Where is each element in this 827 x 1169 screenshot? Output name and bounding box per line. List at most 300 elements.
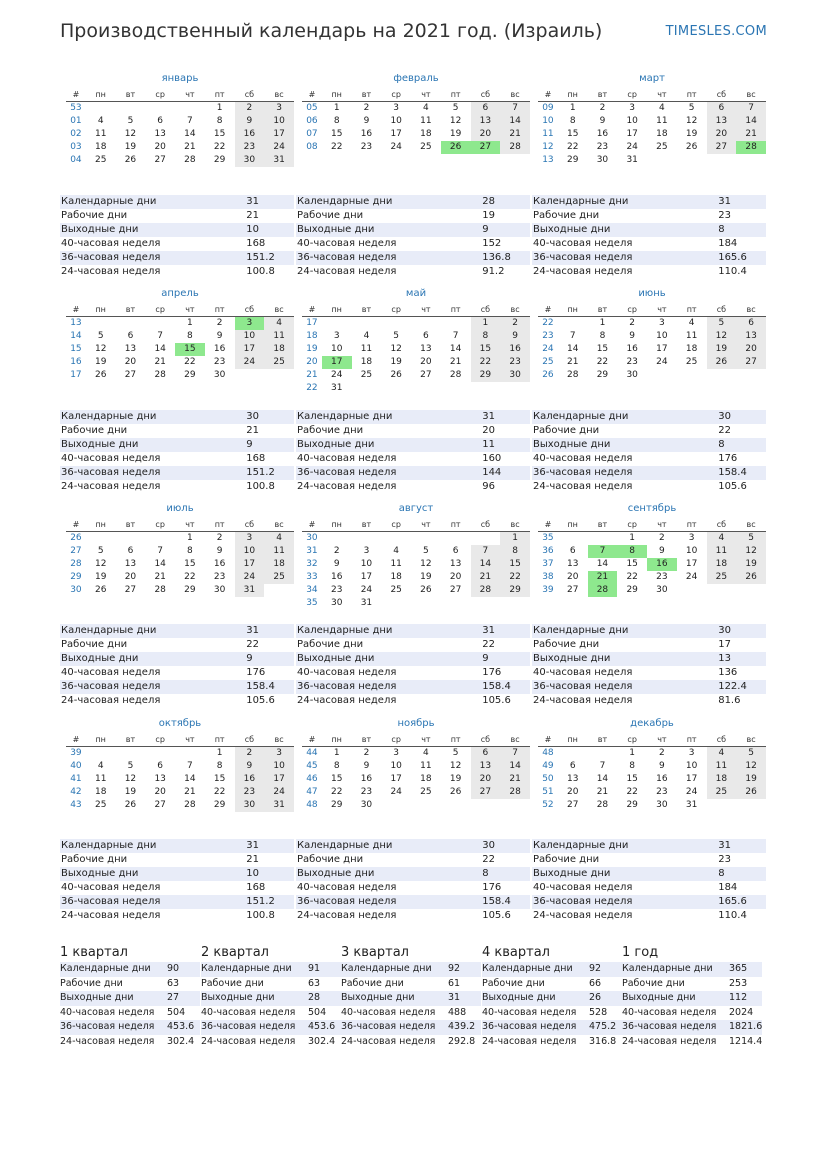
day-cell[interactable]: 2 — [333, 546, 340, 556]
weekend-cell[interactable]: 25 — [264, 356, 294, 369]
day-cell[interactable]: 22 — [330, 142, 343, 152]
day-cell[interactable]: 6 — [127, 331, 134, 341]
weekend-cell[interactable]: 10 — [235, 545, 265, 558]
day-cell[interactable]: 4 — [659, 103, 665, 113]
day-cell[interactable]: 5 — [127, 116, 134, 126]
day-cell[interactable]: 3 — [393, 103, 400, 113]
weekend-cell[interactable]: 20 — [707, 128, 737, 141]
day-cell[interactable]: 9 — [216, 546, 223, 556]
weekend-cell[interactable]: 27 — [736, 356, 766, 369]
day-cell[interactable]: 29 — [566, 155, 579, 165]
day-cell[interactable]: 13 — [124, 559, 137, 569]
weekend-cell[interactable]: 15 — [471, 343, 501, 356]
day-cell[interactable]: 13 — [154, 129, 166, 139]
day-cell[interactable]: 24 — [390, 787, 402, 797]
day-cell[interactable]: 17 — [685, 559, 698, 569]
day-cell[interactable]: 14 — [154, 344, 166, 354]
day-cell[interactable]: 10 — [685, 546, 698, 556]
day-cell[interactable]: 29 — [184, 370, 196, 380]
day-cell[interactable]: 17 — [685, 774, 698, 784]
day-cell[interactable]: 30 — [656, 800, 668, 810]
day-cell[interactable]: 24 — [360, 585, 373, 595]
day-cell[interactable]: 11 — [390, 559, 402, 569]
day-cell[interactable]: 22 — [184, 357, 196, 367]
day-cell[interactable]: 5 — [423, 546, 429, 556]
weekend-cell[interactable]: 7 — [471, 545, 501, 558]
day-cell[interactable]: 3 — [688, 533, 695, 543]
day-cell[interactable]: 5 — [688, 103, 695, 113]
weekend-cell[interactable]: 10 — [264, 760, 294, 773]
day-cell[interactable]: 9 — [599, 116, 606, 126]
day-cell[interactable]: 3 — [629, 103, 636, 113]
weekend-cell[interactable]: 17 — [235, 558, 265, 571]
weekend-cell[interactable]: 5 — [736, 747, 766, 760]
day-cell[interactable]: 7 — [157, 546, 164, 556]
day-cell[interactable]: 1 — [216, 748, 223, 758]
day-cell[interactable]: 12 — [685, 116, 698, 126]
day-cell[interactable]: 13 — [154, 774, 166, 784]
day-cell[interactable]: 19 — [124, 142, 137, 152]
weekend-cell[interactable]: 19 — [736, 773, 766, 786]
weekend-cell[interactable]: 11 — [707, 545, 737, 558]
day-cell[interactable]: 19 — [420, 572, 432, 582]
day-cell[interactable]: 23 — [656, 572, 668, 582]
weekend-cell[interactable]: 6 — [471, 102, 501, 115]
day-cell[interactable]: 27 — [566, 800, 579, 810]
weekend-cell[interactable]: 26 — [707, 356, 737, 369]
day-cell[interactable]: 15 — [184, 559, 196, 569]
day-cell[interactable]: 12 — [449, 116, 462, 126]
weekend-cell[interactable]: 14 — [500, 760, 530, 773]
day-cell[interactable]: 13 — [420, 344, 432, 354]
day-cell[interactable]: 18 — [420, 129, 432, 139]
weekend-cell[interactable]: 11 — [707, 760, 737, 773]
day-cell[interactable]: 30 — [360, 800, 373, 810]
day-cell[interactable]: 2 — [659, 533, 665, 543]
day-cell[interactable]: 10 — [390, 116, 402, 126]
day-cell[interactable]: 19 — [390, 357, 402, 367]
weekend-cell[interactable]: 7 — [736, 102, 766, 115]
day-cell[interactable]: 5 — [452, 103, 459, 113]
weekend-cell[interactable]: 11 — [264, 330, 294, 343]
day-cell[interactable]: 25 — [94, 155, 107, 165]
day-cell[interactable]: 21 — [154, 357, 166, 367]
day-cell[interactable]: 30 — [656, 585, 668, 595]
day-cell[interactable]: 1 — [333, 103, 340, 113]
day-cell[interactable]: 29 — [213, 800, 226, 810]
day-cell[interactable]: 8 — [569, 116, 576, 126]
day-cell[interactable]: 16 — [330, 572, 343, 582]
day-cell[interactable]: 1 — [187, 318, 193, 328]
day-cell[interactable]: 22 — [184, 572, 196, 582]
day-cell[interactable]: 19 — [94, 357, 107, 367]
day-cell[interactable]: 14 — [184, 129, 196, 139]
weekend-cell[interactable]: 14 — [500, 115, 530, 128]
day-cell[interactable]: 27 — [154, 155, 166, 165]
day-cell[interactable]: 18 — [94, 787, 107, 797]
day-cell[interactable]: 9 — [629, 331, 636, 341]
day-cell[interactable]: 18 — [94, 142, 107, 152]
weekend-cell[interactable]: 15 — [500, 558, 530, 571]
day-cell[interactable]: 10 — [330, 344, 343, 354]
day-cell[interactable]: 21 — [596, 787, 609, 797]
day-cell[interactable]: 17 — [390, 774, 402, 784]
day-cell[interactable]: 1 — [569, 103, 576, 113]
day-cell[interactable]: 18 — [420, 774, 432, 784]
day-cell[interactable]: 4 — [97, 116, 104, 126]
day-cell[interactable]: 27 — [124, 585, 137, 595]
weekend-cell[interactable]: 16 — [500, 343, 530, 356]
weekend-cell[interactable]: 30 — [235, 799, 265, 812]
weekend-cell[interactable]: 3 — [264, 747, 294, 760]
weekend-cell[interactable]: 28 — [471, 584, 501, 597]
day-cell[interactable]: 12 — [94, 559, 107, 569]
day-cell[interactable]: 8 — [187, 331, 193, 341]
weekend-cell[interactable]: 8 — [500, 545, 530, 558]
weekend-cell[interactable]: 28 — [500, 786, 530, 799]
day-cell[interactable]: 25 — [390, 585, 402, 595]
day-cell[interactable]: 7 — [157, 331, 164, 341]
day-cell[interactable]: 25 — [656, 142, 668, 152]
day-cell[interactable]: 18 — [685, 344, 698, 354]
day-cell[interactable]: 24 — [685, 787, 698, 797]
day-cell[interactable]: 15 — [626, 774, 638, 784]
day-cell[interactable]: 7 — [599, 761, 606, 771]
day-cell[interactable]: 4 — [393, 546, 400, 556]
weekend-cell[interactable]: 19 — [736, 558, 766, 571]
weekend-cell[interactable]: 18 — [264, 343, 294, 356]
holiday-cell[interactable]: 27 — [471, 141, 501, 154]
day-cell[interactable]: 1 — [599, 318, 606, 328]
weekend-cell[interactable]: 25 — [707, 571, 737, 584]
day-cell[interactable]: 11 — [94, 129, 107, 139]
weekend-cell[interactable]: 31 — [264, 799, 294, 812]
day-cell[interactable]: 26 — [94, 370, 107, 380]
day-cell[interactable]: 20 — [124, 572, 137, 582]
weekend-cell[interactable]: 17 — [235, 343, 265, 356]
day-cell[interactable]: 7 — [187, 761, 193, 771]
weekend-cell[interactable]: 13 — [471, 760, 501, 773]
day-cell[interactable]: 16 — [360, 129, 373, 139]
day-cell[interactable]: 15 — [596, 344, 609, 354]
day-cell[interactable]: 28 — [154, 585, 166, 595]
day-cell[interactable]: 9 — [659, 546, 665, 556]
weekend-cell[interactable]: 29 — [500, 584, 530, 597]
holiday-cell[interactable]: 15 — [175, 343, 205, 356]
weekend-cell[interactable]: 3 — [235, 532, 265, 545]
day-cell[interactable]: 6 — [157, 761, 164, 771]
day-cell[interactable]: 30 — [330, 598, 343, 608]
day-cell[interactable]: 1 — [216, 103, 223, 113]
day-cell[interactable]: 2 — [363, 103, 370, 113]
weekend-cell[interactable]: 23 — [235, 141, 265, 154]
day-cell[interactable]: 1 — [187, 533, 193, 543]
day-cell[interactable]: 2 — [363, 748, 370, 758]
day-cell[interactable]: 6 — [569, 761, 576, 771]
day-cell[interactable]: 2 — [629, 318, 636, 328]
day-cell[interactable]: 27 — [154, 800, 166, 810]
day-cell[interactable]: 13 — [566, 559, 579, 569]
day-cell[interactable]: 2 — [659, 748, 665, 758]
weekend-cell[interactable]: 7 — [500, 102, 530, 115]
day-cell[interactable]: 9 — [363, 761, 370, 771]
day-cell[interactable]: 8 — [333, 761, 340, 771]
brand-logo-link[interactable]: TIMESLES.COM — [665, 24, 767, 39]
day-cell[interactable]: 8 — [216, 116, 223, 126]
weekend-cell[interactable]: 31 — [235, 584, 265, 597]
day-cell[interactable]: 2 — [216, 533, 223, 543]
day-cell[interactable]: 24 — [390, 142, 402, 152]
weekend-cell[interactable]: 4 — [707, 747, 737, 760]
day-cell[interactable]: 12 — [420, 559, 432, 569]
day-cell[interactable]: 28 — [596, 800, 609, 810]
day-cell[interactable]: 18 — [656, 129, 668, 139]
day-cell[interactable]: 23 — [626, 357, 638, 367]
weekend-cell[interactable]: 16 — [235, 773, 265, 786]
day-cell[interactable]: 21 — [184, 142, 196, 152]
day-cell[interactable]: 17 — [626, 129, 638, 139]
weekend-cell[interactable]: 6 — [736, 317, 766, 330]
day-cell[interactable]: 29 — [626, 800, 638, 810]
day-cell[interactable]: 25 — [360, 370, 373, 380]
weekend-cell[interactable]: 4 — [264, 317, 294, 330]
day-cell[interactable]: 27 — [566, 585, 579, 595]
weekend-cell[interactable]: 31 — [264, 154, 294, 167]
weekend-cell[interactable]: 19 — [707, 343, 737, 356]
day-cell[interactable]: 8 — [599, 331, 606, 341]
holiday-cell[interactable]: 17 — [322, 356, 352, 369]
day-cell[interactable]: 27 — [124, 370, 137, 380]
holiday-cell[interactable]: 16 — [647, 558, 677, 571]
day-cell[interactable]: 25 — [685, 357, 698, 367]
weekend-cell[interactable]: 17 — [264, 128, 294, 141]
day-cell[interactable]: 4 — [423, 103, 429, 113]
day-cell[interactable]: 8 — [187, 546, 193, 556]
day-cell[interactable]: 29 — [596, 370, 609, 380]
day-cell[interactable]: 15 — [330, 129, 343, 139]
day-cell[interactable]: 31 — [685, 800, 698, 810]
day-cell[interactable]: 14 — [596, 774, 609, 784]
day-cell[interactable]: 20 — [154, 142, 166, 152]
day-cell[interactable]: 15 — [213, 774, 226, 784]
day-cell[interactable]: 10 — [656, 331, 668, 341]
day-cell[interactable]: 24 — [626, 142, 638, 152]
day-cell[interactable]: 3 — [363, 546, 370, 556]
day-cell[interactable]: 25 — [420, 787, 432, 797]
holiday-cell[interactable]: 28 — [736, 141, 766, 154]
weekend-cell[interactable]: 27 — [471, 786, 501, 799]
holiday-cell[interactable]: 8 — [617, 545, 647, 558]
weekend-cell[interactable]: 6 — [471, 747, 501, 760]
weekend-cell[interactable]: 11 — [264, 545, 294, 558]
day-cell[interactable]: 6 — [452, 546, 459, 556]
weekend-cell[interactable]: 10 — [264, 115, 294, 128]
day-cell[interactable]: 11 — [94, 774, 107, 784]
day-cell[interactable]: 30 — [213, 585, 226, 595]
day-cell[interactable]: 11 — [420, 761, 432, 771]
holiday-cell[interactable]: 26 — [441, 141, 471, 154]
day-cell[interactable]: 14 — [154, 559, 166, 569]
day-cell[interactable]: 2 — [599, 103, 606, 113]
day-cell[interactable]: 5 — [97, 331, 104, 341]
day-cell[interactable]: 15 — [330, 774, 343, 784]
day-cell[interactable]: 23 — [596, 142, 609, 152]
weekend-cell[interactable]: 9 — [500, 330, 530, 343]
day-cell[interactable]: 19 — [685, 129, 698, 139]
day-cell[interactable]: 10 — [390, 761, 402, 771]
day-cell[interactable]: 24 — [330, 370, 343, 380]
weekend-cell[interactable]: 23 — [235, 786, 265, 799]
day-cell[interactable]: 22 — [330, 787, 343, 797]
weekend-cell[interactable]: 3 — [264, 102, 294, 115]
day-cell[interactable]: 9 — [216, 331, 223, 341]
day-cell[interactable]: 8 — [333, 116, 340, 126]
day-cell[interactable]: 14 — [596, 559, 609, 569]
day-cell[interactable]: 26 — [124, 800, 137, 810]
weekend-cell[interactable]: 2 — [500, 317, 530, 330]
day-cell[interactable]: 26 — [94, 585, 107, 595]
day-cell[interactable]: 8 — [216, 761, 223, 771]
weekend-cell[interactable]: 29 — [471, 369, 501, 382]
day-cell[interactable]: 26 — [390, 370, 402, 380]
weekend-cell[interactable]: 24 — [235, 356, 265, 369]
day-cell[interactable]: 14 — [449, 344, 462, 354]
day-cell[interactable]: 5 — [452, 748, 459, 758]
day-cell[interactable]: 9 — [363, 116, 370, 126]
day-cell[interactable]: 11 — [360, 344, 373, 354]
day-cell[interactable]: 20 — [566, 787, 579, 797]
weekend-cell[interactable]: 18 — [264, 558, 294, 571]
day-cell[interactable]: 14 — [184, 774, 196, 784]
day-cell[interactable]: 7 — [452, 331, 459, 341]
weekend-cell[interactable]: 26 — [736, 786, 766, 799]
day-cell[interactable]: 21 — [566, 357, 579, 367]
day-cell[interactable]: 10 — [626, 116, 638, 126]
day-cell[interactable]: 1 — [629, 533, 636, 543]
weekend-cell[interactable]: 8 — [471, 330, 501, 343]
holiday-cell[interactable]: 28 — [588, 584, 618, 597]
weekend-cell[interactable]: 24 — [235, 571, 265, 584]
day-cell[interactable]: 6 — [157, 116, 164, 126]
holiday-cell[interactable]: 21 — [588, 571, 618, 584]
day-cell[interactable]: 11 — [685, 331, 698, 341]
weekend-cell[interactable]: 12 — [736, 760, 766, 773]
day-cell[interactable]: 12 — [124, 774, 137, 784]
weekend-cell[interactable]: 16 — [235, 128, 265, 141]
day-cell[interactable]: 30 — [626, 370, 638, 380]
day-cell[interactable]: 28 — [566, 370, 579, 380]
weekend-cell[interactable]: 12 — [707, 330, 737, 343]
day-cell[interactable]: 19 — [449, 129, 462, 139]
weekend-cell[interactable]: 25 — [264, 571, 294, 584]
holiday-cell[interactable]: 3 — [235, 317, 265, 330]
day-cell[interactable]: 24 — [656, 357, 668, 367]
weekend-cell[interactable]: 13 — [736, 330, 766, 343]
day-cell[interactable]: 17 — [656, 344, 668, 354]
day-cell[interactable]: 16 — [626, 344, 638, 354]
weekend-cell[interactable]: 25 — [707, 786, 737, 799]
day-cell[interactable]: 19 — [449, 774, 462, 784]
day-cell[interactable]: 1 — [333, 748, 340, 758]
day-cell[interactable]: 19 — [94, 572, 107, 582]
weekend-cell[interactable]: 14 — [471, 558, 501, 571]
day-cell[interactable]: 28 — [184, 155, 196, 165]
day-cell[interactable]: 3 — [393, 748, 400, 758]
day-cell[interactable]: 28 — [184, 800, 196, 810]
day-cell[interactable]: 26 — [420, 585, 432, 595]
day-cell[interactable]: 10 — [360, 559, 373, 569]
day-cell[interactable]: 17 — [360, 572, 373, 582]
day-cell[interactable]: 20 — [420, 357, 432, 367]
weekend-cell[interactable]: 5 — [736, 532, 766, 545]
day-cell[interactable]: 26 — [449, 787, 462, 797]
day-cell[interactable]: 31 — [626, 155, 638, 165]
day-cell[interactable]: 11 — [656, 116, 668, 126]
day-cell[interactable]: 15 — [213, 129, 226, 139]
day-cell[interactable]: 23 — [360, 787, 373, 797]
day-cell[interactable]: 5 — [97, 546, 104, 556]
day-cell[interactable]: 29 — [184, 585, 196, 595]
weekend-cell[interactable]: 7 — [500, 747, 530, 760]
day-cell[interactable]: 6 — [569, 546, 576, 556]
weekend-cell[interactable]: 20 — [736, 343, 766, 356]
day-cell[interactable]: 16 — [596, 129, 609, 139]
day-cell[interactable]: 9 — [659, 761, 665, 771]
weekend-cell[interactable]: 4 — [264, 532, 294, 545]
weekend-cell[interactable]: 14 — [736, 115, 766, 128]
day-cell[interactable]: 12 — [449, 761, 462, 771]
day-cell[interactable]: 15 — [566, 129, 579, 139]
day-cell[interactable]: 28 — [154, 370, 166, 380]
day-cell[interactable]: 16 — [213, 344, 226, 354]
day-cell[interactable]: 9 — [333, 559, 340, 569]
day-cell[interactable]: 23 — [360, 142, 373, 152]
day-cell[interactable]: 20 — [124, 357, 137, 367]
weekend-cell[interactable]: 6 — [707, 102, 737, 115]
day-cell[interactable]: 16 — [360, 774, 373, 784]
day-cell[interactable]: 29 — [330, 800, 343, 810]
day-cell[interactable]: 3 — [333, 331, 340, 341]
day-cell[interactable]: 31 — [330, 383, 343, 393]
day-cell[interactable]: 6 — [127, 546, 134, 556]
day-cell[interactable]: 20 — [154, 787, 166, 797]
day-cell[interactable]: 22 — [213, 142, 226, 152]
weekend-cell[interactable]: 22 — [500, 571, 530, 584]
weekend-cell[interactable]: 12 — [736, 545, 766, 558]
day-cell[interactable]: 27 — [449, 585, 462, 595]
day-cell[interactable]: 12 — [390, 344, 402, 354]
day-cell[interactable]: 4 — [363, 331, 370, 341]
weekend-cell[interactable]: 13 — [707, 115, 737, 128]
weekend-cell[interactable]: 26 — [736, 571, 766, 584]
weekend-cell[interactable]: 20 — [471, 773, 501, 786]
weekend-cell[interactable]: 2 — [235, 102, 265, 115]
weekend-cell[interactable]: 18 — [707, 558, 737, 571]
day-cell[interactable]: 21 — [154, 572, 166, 582]
day-cell[interactable]: 24 — [685, 572, 698, 582]
weekend-cell[interactable]: 1 — [500, 532, 530, 545]
weekend-cell[interactable]: 9 — [235, 115, 265, 128]
day-cell[interactable]: 22 — [566, 142, 579, 152]
weekend-cell[interactable]: 27 — [707, 141, 737, 154]
day-cell[interactable]: 23 — [656, 787, 668, 797]
day-cell[interactable]: 12 — [94, 344, 107, 354]
day-cell[interactable]: 23 — [213, 357, 226, 367]
day-cell[interactable]: 4 — [688, 318, 695, 328]
day-cell[interactable]: 7 — [569, 331, 576, 341]
day-cell[interactable]: 18 — [360, 357, 373, 367]
weekend-cell[interactable]: 20 — [471, 128, 501, 141]
